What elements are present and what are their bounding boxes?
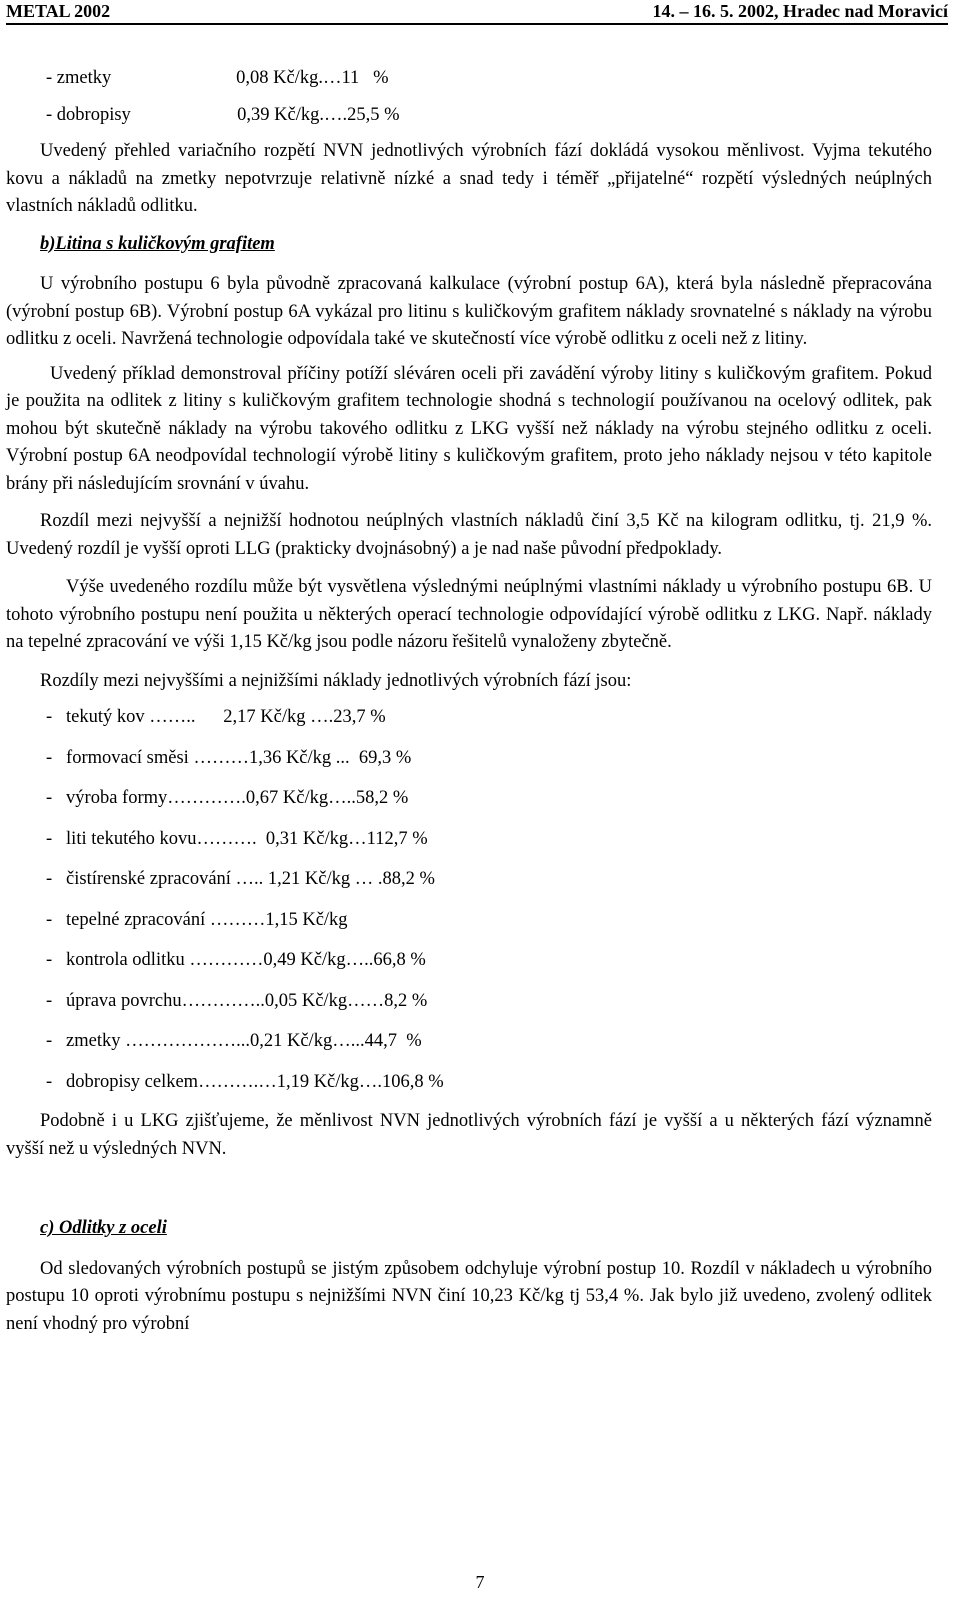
top-item-dobropisy: - dobropisy 0,39 Kč/kg.….25,5 %: [46, 104, 400, 125]
paragraph-explanation: Výše uvedeného rozdílu může být vysvětlena výslednými neúplnými vlastními náklady u výrobního postupu 6B. U tohoto výrobního postupu není použita u některých operací technologie odpovídající výrobě odlitku z LKG. Např. náklady na tepelné zpracování ve výši 1,15 Kč/kg jsou podle názoru řešitelů vynaloženy zbytečně.: [6, 577, 932, 652]
list-item: - tekutý kov …….. 2,17 Kč/kg ….23,7 %: [46, 707, 386, 727]
list-item: - zmetky ………………...0,21 Kč/kg…...44,7 %: [46, 1031, 422, 1051]
paragraph-postup-6: U výrobního postupu 6 byla původně zpracovaná kalkulace (výrobní postup 6A), která byla následně přepracována (výrobní postup 6B). Výrobní postup 6A vykázal pro litinu s kuličkovým grafitem náklady srovnatelné s náklady na výrobu odlitku z oceli. Navržená technologie odpovídala také ve skutečností více výrobě odlitku z oceli než z litiny.: [6, 274, 932, 349]
paragraph-example: Uvedený příklad demonstroval příčiny potíží sléváren oceli při zavádění výroby litiny s kuličkovým grafitem. Pokud je použita na odlitek z litiny s kuličkovým grafitem technologie shodná s technologií používanou na ocelový odlitek, pak mohou být skutečně náklady na výrobu takového odlitku z LKG vyšší než náklady na výrobu stejného odlitku z oceli. Výrobní postup 6A neodpovídal technologií výrobě litiny s kuličkovým grafitem, proto jeho náklady nejsou v této kapitole brány při následujícím srovnání v úvahu.: [6, 363, 932, 494]
paragraph-lkg-variability: Podobně i u LKG zjišťujeme, že měnlivost NVN jednotlivých výrobních fází je vyšší a u některých fází významně vyšší než u výsledných NVN.: [6, 1111, 932, 1159]
paragraph-steel-castings: Od sledovaných výrobních postupů se jistým způsobem odchyluje výrobní postup 10. Rozdíl v nákladech u výrobního postupu 10 oproti výrobnímu postupu s nejnižšími NVN činí 10,23 Kč/kg tj 53,4 %. Jak bylo již uvedeno, zvolený odlitek není vhodný pro výrobní: [6, 1258, 932, 1334]
list-item: - liti tekutého kovu………. 0,31 Kč/kg…112,7 %: [46, 828, 428, 849]
page-number: 7: [475, 1572, 485, 1592]
list-item: - tepelné zpracování ………1,15 Kč/kg: [46, 909, 348, 930]
top-item-zmetky: - zmetky 0,08 Kč/kg.…11 %: [46, 68, 389, 88]
list-item: - výroba formy………….0,67 Kč/kg…..58,2 %: [46, 788, 409, 808]
page-header: [0, 0, 960, 26]
conference-title: METAL 2002: [6, 1, 111, 21]
list-item: - dobropisy celkem……….…1,19 Kč/kg….106,8 %: [46, 1071, 444, 1092]
list-intro: Rozdíly mezi nejvyššími a nejnižšími náklady jednotlivých výrobních fází jsou:: [40, 670, 632, 691]
document-body: [6, 65, 932, 1338]
cost-differences-list: [46, 697, 932, 1102]
section-heading-b: b)Litina s kuličkovým grafitem: [40, 233, 275, 254]
list-item: - čistírenské zpracování ….. 1,21 Kč/kg … .88,2 %: [46, 869, 435, 889]
list-item: - kontrola odlitku …………0,49 Kč/kg…..66,8 %: [46, 950, 426, 970]
conference-date-place: 14. – 16. 5. 2002, Hradec nad Moravicí: [652, 1, 948, 21]
list-item: - formovací směsi ………1,36 Kč/kg ... 69,3 %: [46, 747, 412, 768]
header-rule: [6, 23, 948, 25]
list-item: - úprava povrchu…………..0,05 Kč/kg……8,2 %: [46, 990, 428, 1011]
section-heading-c: c) Odlitky z oceli: [40, 1218, 167, 1238]
paragraph-variation: Uvedený přehled variačního rozpětí NVN jednotlivých výrobních fází dokládá vysokou měnlivost. Vyjma tekutého kovu a nákladů na zmetky nepotvrzuje relativně nízké a snad tedy i téměř „přijatelné“ rozpětí výsledných neúplných vlastních nákladů odlitku.: [6, 141, 932, 216]
paragraph-difference: Rozdíl mezi nejvyšší a nejnižší hodnotou neúplných vlastních nákladů činí 3,5 Kč na kilogram odlitku, tj. 21,9 %. Uvedený rozdíl je vyšší oproti LLG (prakticky dvojnásobný) a je nad naše původní předpoklady.: [6, 511, 932, 559]
